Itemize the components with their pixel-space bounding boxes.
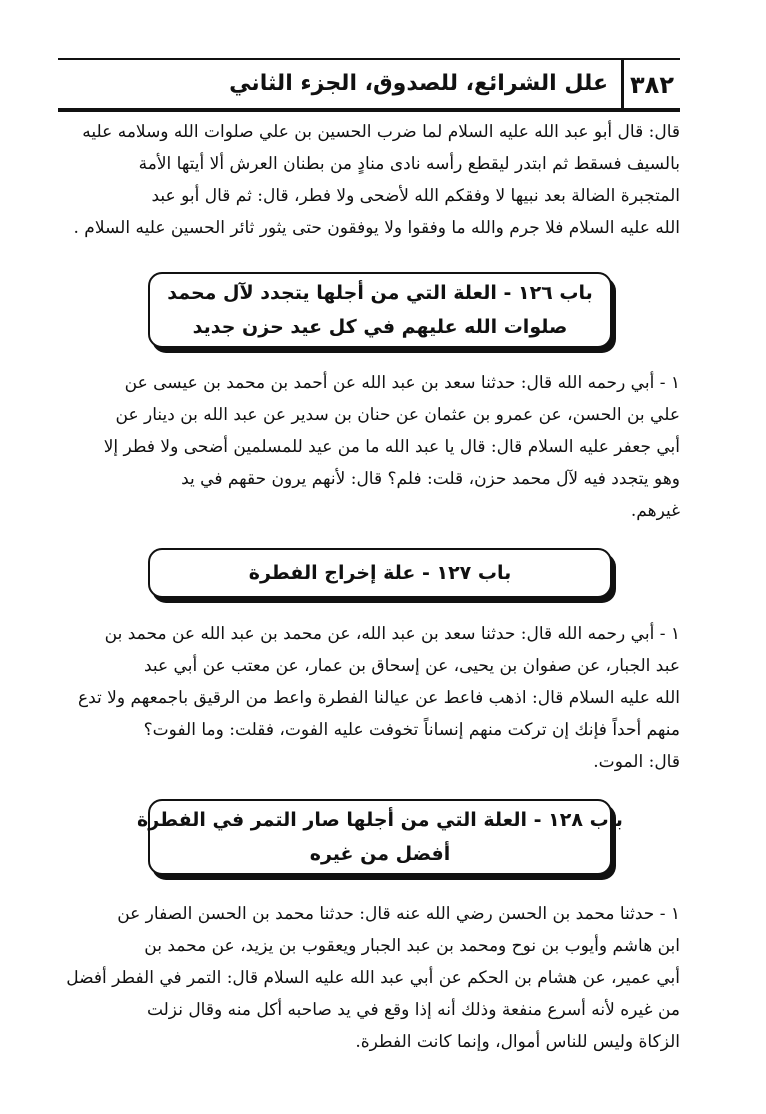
page-number: ٣٨٢ [621, 58, 680, 112]
text-line: ١ - حدثنا محمد بن الحسن رضي الله عنه قال: حدثنا محمد بن الحسن الصفار عن [117, 904, 680, 924]
chapter-title-line: باب ١٢٧ - علة إخراج الفطرة [248, 562, 512, 584]
paragraph-intro [62, 116, 680, 244]
page-header [58, 58, 680, 112]
paragraph-hadith-127-1 [62, 618, 680, 778]
running-title: علل الشرائع، للصدوق، الجزء الثاني [229, 70, 608, 96]
chapter-heading-127 [148, 548, 612, 598]
text-line: المتجبرة الضالة بعد نبيها لا وفقكم الله لأضحى ولا فطر، قال: ثم قال أبو عبد [151, 186, 680, 206]
text-line: غيرهم. [630, 501, 680, 521]
text-line: قال: قال أبو عبد الله عليه السلام لما ضرب الحسين بن علي صلوات الله وسلامه عليه [82, 122, 680, 142]
text-line: عبد الجبار، عن صفوان بن يحيى، عن إسحاق بن عمار، عن معتب عن أبي عبد [143, 656, 680, 676]
text-line: من غيره لأنه أسرع منفعة وذلك أنه إذا وقع في يد صاحبه أكل منه وقال نزلت [146, 1000, 680, 1020]
chapter-title-line: صلوات الله عليهم في كل عيد حزن جديد [192, 316, 568, 338]
text-line: أبي عمير، عن هشام بن الحكم عن أبي عبد الله عليه السلام قال: التمر في الفطر أفضل [66, 968, 680, 988]
chapter-title-line: باب ١٢٨ - العلة التي من أجلها صار التمر في الفطرة [137, 809, 623, 831]
text-line: الله عليه السلام فلا جرم والله ما وفقوا ولا يوفقون حتى يثور ثائر الحسين عليه السلام . [73, 218, 680, 238]
text-line: الزكاة وليس للناس أموال، وإنما كانت الفطرة. [355, 1032, 680, 1052]
paragraph-hadith-128-1 [62, 898, 680, 1058]
text-line: أبي جعفر عليه السلام قال: قال يا عبد الله ما من عيد للمسلمين أضحى ولا فطر إلا [103, 437, 680, 457]
text-line: وهو يتجدد فيه لآل محمد حزن، قلت: فلم؟ قال: لأنهم يرون حقهم في يد [181, 469, 680, 489]
chapter-title-line: أفضل من غيره [309, 843, 451, 865]
paragraph-hadith-126-1 [62, 367, 680, 527]
chapter-heading-128 [137, 799, 623, 875]
header-bottom-rule [58, 108, 680, 112]
text-line: ١ - أبي رحمه الله قال: حدثنا سعد بن عبد الله عن أحمد بن محمد بن عيسى عن [124, 373, 680, 393]
chapter-title-line: باب ١٢٦ - العلة التي من أجلها يتجدد لآل محمد [167, 282, 593, 304]
text-line: قال: الموت. [593, 752, 680, 772]
text-line: منهم أحداً فإنك إن تركت منهم إنساناً تخوفت عليه الفوت، فقلت: وما الفوت؟ [143, 720, 680, 740]
chapter-heading-126 [148, 272, 612, 348]
text-line: بالسيف فسقط ثم ابتدر ليقطع رأسه نادى منادٍ من بطنان العرش ألا أيتها الأمة [138, 154, 680, 174]
text-line: الله عليه السلام قال: اذهب فاعط عن عيالنا الفطرة واعط من الرقيق باجمعهم ولا تدع [77, 688, 680, 708]
text-line: ابن هاشم وأيوب بن نوح ومحمد بن عبد الجبار ويعقوب بن يزيد، عن محمد بن [144, 936, 680, 956]
text-line: ١ - أبي رحمه الله قال: حدثنا سعد بن عبد الله، عن محمد بن عبد الله عن محمد بن [104, 624, 680, 644]
text-line: علي بن الحسن، عن عمرو بن عثمان عن حنان بن سدير عن عبد الله بن دينار عن [115, 405, 680, 425]
